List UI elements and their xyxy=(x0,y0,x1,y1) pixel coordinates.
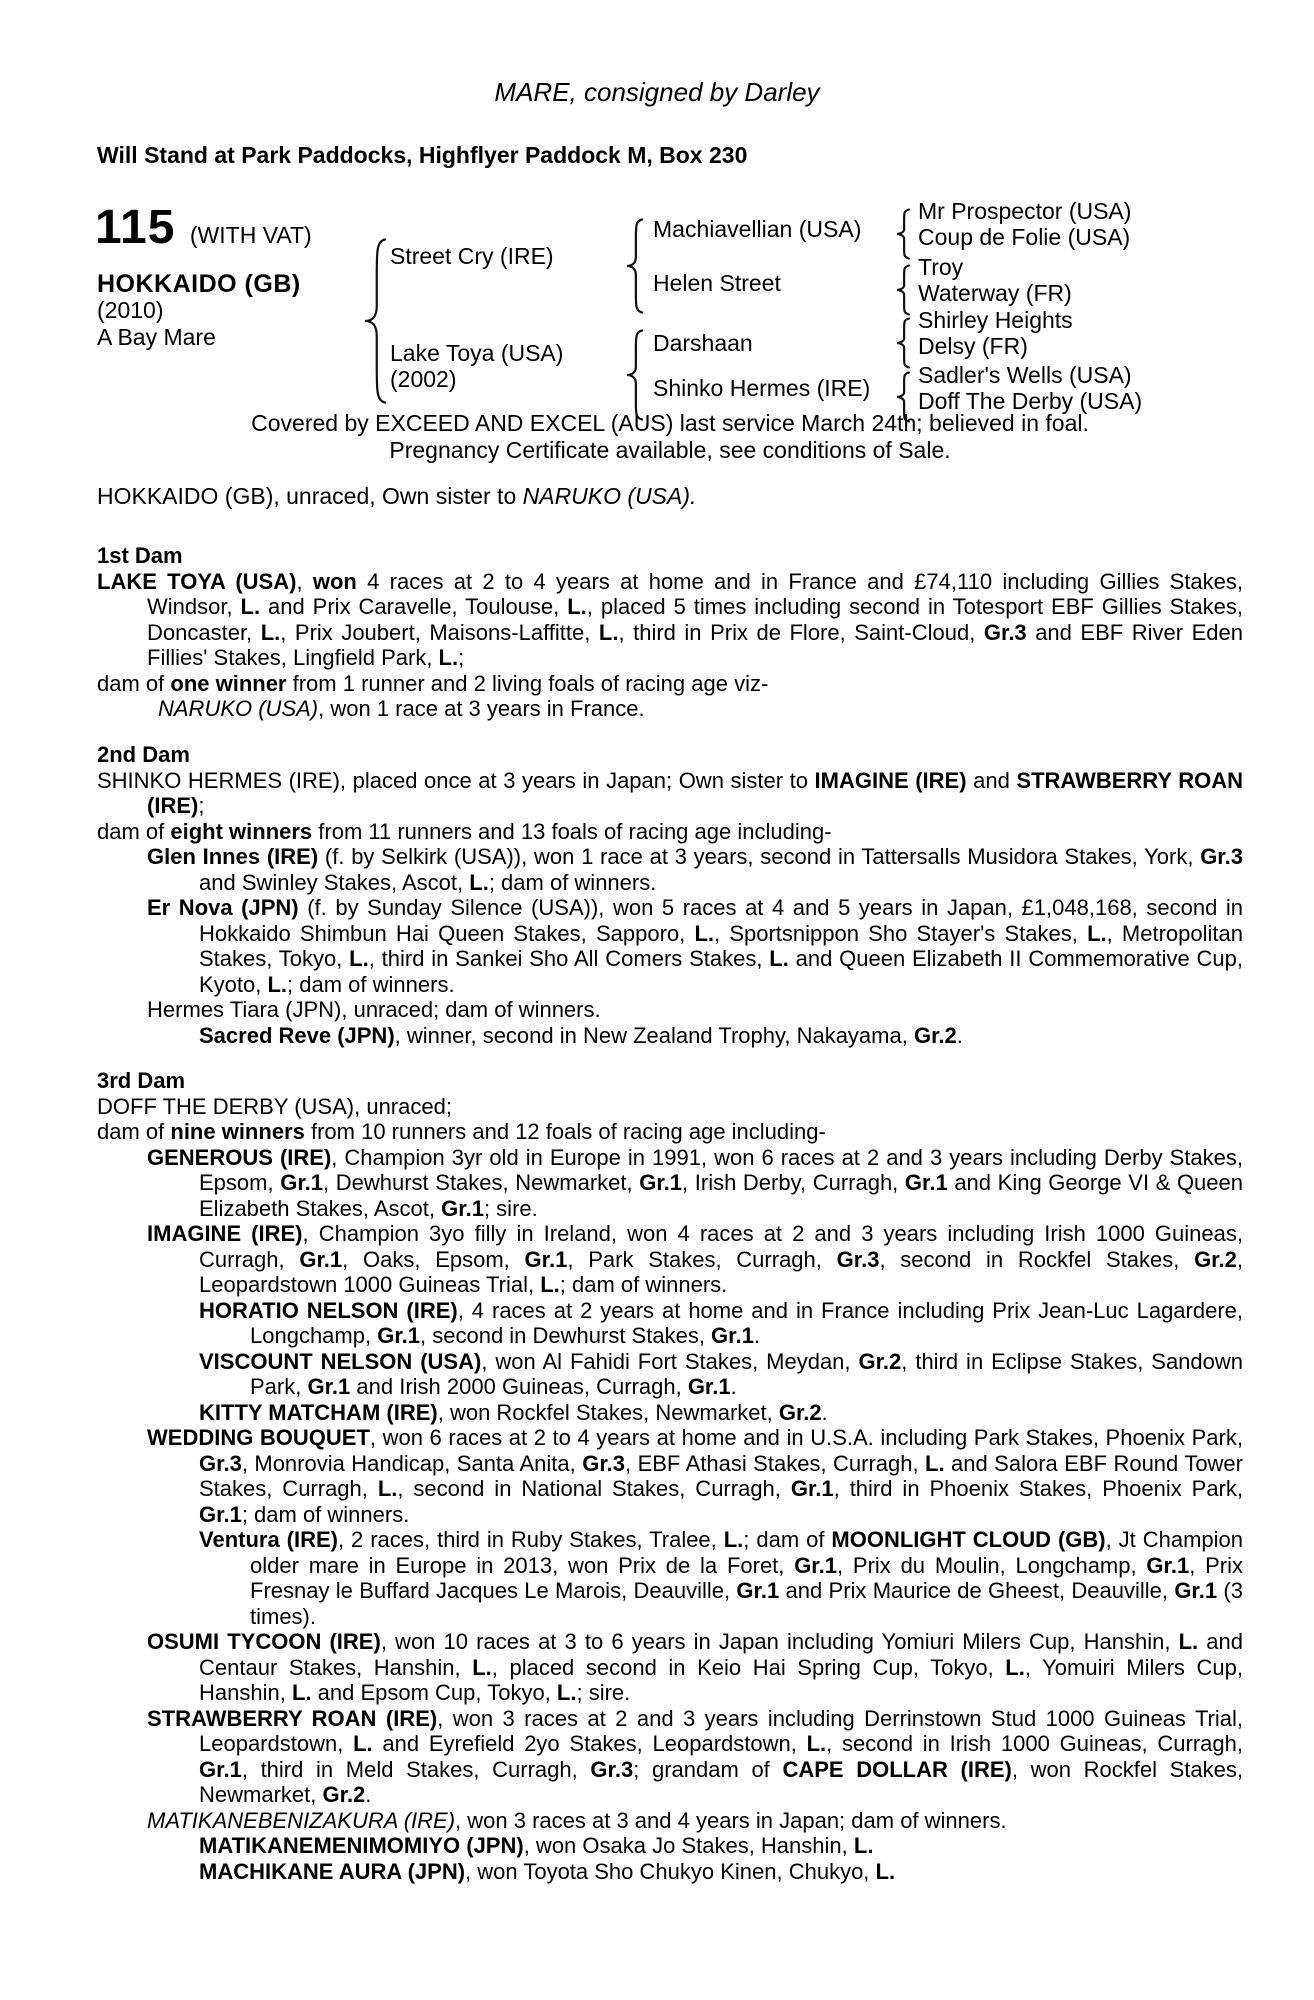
great-grandparent-name: Shirley Heights xyxy=(918,307,1073,333)
dam-name: Lake Toya (USA) xyxy=(390,340,564,366)
dam-section-heading: 3rd Dam xyxy=(97,1068,186,1093)
great-grandparent-pair xyxy=(918,199,1131,250)
lot-line xyxy=(95,201,312,263)
grandparent-name: Darshaan xyxy=(653,330,753,356)
horse-description: A Bay Mare xyxy=(97,324,216,350)
pedigree-paragraph: MATIKANEMENIMOMIYO (JPN), won Osaka Jo Stakes, Hanshin, L. xyxy=(199,1833,874,1858)
great-grandparent-name: Doff The Derby (USA) xyxy=(918,387,1143,414)
pedigree-paragraph: HORATIO NELSON (IRE), 4 races at 2 years at home and in France including Prix Jean-Luc Lagardere, Longchamp, Gr.1, second in Dewhurst Stakes, Gr.1. xyxy=(199,1297,1244,1348)
pregnancy-line: Pregnancy Certificate available, see conditions of Sale. xyxy=(389,437,951,463)
pedigree-paragraph: dam of nine winners from 10 runners and 12 foals of racing age including- xyxy=(97,1119,826,1144)
pedigree-paragraph: SHINKO HERMES (IRE), placed once at 3 years in Japan; Own sister to IMAGINE (IRE) and STRAWBERRY ROAN (IRE); xyxy=(97,767,1244,818)
grandparent-name: Helen Street xyxy=(653,270,781,296)
pedigree-brace-main xyxy=(364,238,386,409)
vat-note: (WITH VAT) xyxy=(189,222,312,248)
grandparent-name: Machiavellian (USA) xyxy=(653,216,862,242)
pedigree-paragraph: NARUKO (USA), won 1 race at 3 years in France. xyxy=(158,696,645,721)
pedigree-paragraph: GENEROUS (IRE), Champion 3yr old in Europe in 1991, won 6 races at 2 and 3 years including Derby Stakes, Epsom, Gr.1, Dewhurst Stakes, Newmarket, Gr.1, Irish Derby, Curragh, Gr.1 and King George VI & Queen Elizabeth Stakes, Ascot, Gr.1; sire. xyxy=(147,1144,1243,1221)
pedigree-paragraph: KITTY MATCHAM (IRE), won Rockfel Stakes, Newmarket, Gr.2. xyxy=(199,1399,828,1425)
own-sister-note: HOKKAIDO (GB), unraced, Own sister to NARUKO (USA). xyxy=(97,483,697,509)
pedigree-paragraph: DOFF THE DERBY (USA), unraced; xyxy=(97,1093,452,1119)
covered-line: Covered by EXCEED AND EXCEL (AUS) last service March 24th; believed in foal. xyxy=(251,410,1089,436)
dam-entry xyxy=(390,340,563,392)
pedigree-paragraph: Ventura (IRE), 2 races, third in Ruby Stakes, Tralee, L.; dam of MOONLIGHT CLOUD (GB), Jt Champion older mare in Europe in 2013, won Prix de la Foret, Gr.1, Prix du Moulin, Longchamp, Gr.1, Prix Fresnay le Buffard Jacques Le Marois, Deauville, Gr.1 and Prix Maurice de Gheest, Deauville, Gr.1 (3 times). xyxy=(199,1527,1244,1629)
pedigree-paragraph: WEDDING BOUQUET, won 6 races at 2 to 4 years at home and in U.S.A. including Park Stakes, Phoenix Park, Gr.3, Monrovia Handicap, Santa Anita, Gr.3, EBF Athasi Stakes, Curragh, L. and Salora EBF Round Tower Stakes, Curragh, L., second in National Stakes, Curragh, Gr.1, third in Phoenix Stakes, Phoenix Park, Gr.1; dam of winners. xyxy=(147,1425,1244,1527)
pedigree-paragraph: Glen Innes (IRE) (f. by Selkirk (USA)), won 1 race at 3 years, second in Tattersalls Musidora Stakes, York, Gr.3 and Swinley Stakes, Ascot, L.; dam of winners. xyxy=(147,844,1243,895)
pedigree-paragraph: VISCOUNT NELSON (USA), won Al Fahidi Fort Stakes, Meydan, Gr.2, third in Eclipse Stakes, Sandown Park, Gr.1 and Irish 2000 Guineas, Curragh, Gr.1. xyxy=(199,1348,1244,1399)
pedigree-paragraph: LAKE TOYA (USA), won 4 races at 2 to 4 years at home and in France and £74,110 including Gillies Stakes, Windsor, L. and Prix Caravelle, Toulouse, L., placed 5 times including second in Totesport EBF Gillies Stakes, Doncaster, L., Prix Joubert, Maisons-Laffitte, L., third in Prix de Flore, Saint-Cloud, Gr.3 and EBF River Eden Fillies' Stakes, Lingfield Park, L.; xyxy=(97,568,1244,670)
great-grandparent-name: Waterway (FR) xyxy=(918,279,1072,306)
pedigree-paragraph: STRAWBERRY ROAN (IRE), won 3 races at 2 and 3 years including Derrinstown Stud 1000 Guineas Trial, Leopardstown, L. and Eyrefield 2yo Stakes, Leopardstown, L., second in Irish 1000 Guineas, Curragh, Gr.1, third in Meld Stakes, Curragh, Gr.3; grandam of CAPE DOLLAR (IRE), won Rockfel Stakes, Newmarket, Gr.2. xyxy=(147,1705,1244,1807)
great-grandparent-name: Sadler's Wells (USA) xyxy=(918,362,1132,388)
pedigree-paragraph: MATIKANEBENIZAKURA (IRE), won 3 races at 3 and 4 years in Japan; dam of winners. xyxy=(147,1807,1007,1833)
first-dam-section xyxy=(97,543,1243,722)
pedigree-paragraph: Er Nova (JPN) (f. by Sunday Silence (USA)), won 5 races at 4 and 5 years in Japan, £1,048,168, second in Hokkaido Shimbun Hai Queen Stakes, Sapporo, L., Sportsnippon Sho Stayer's Stakes, L., Metropolitan Stakes, Tokyo, L., third in Sankei Sho All Comers Stakes, L. and Queen Elizabeth II Commemorative Cup, Kyoto, L.; dam of winners. xyxy=(147,895,1244,997)
foaling-year: (2010) xyxy=(97,297,164,323)
horse-name: HOKKAIDO (GB) xyxy=(97,270,301,298)
dam-section-heading: 2nd Dam xyxy=(97,742,190,767)
great-grandparent-name: Coup de Folie (USA) xyxy=(918,223,1131,250)
pedigree-paragraph: IMAGINE (IRE), Champion 3yo filly in Ireland, won 4 races at 2 and 3 years including Irish 1000 Guineas, Curragh, Gr.1, Oaks, Epsom, Gr.1, Park Stakes, Curragh, Gr.3, second in Rockfel Stakes, Gr.2, Leopardstown 1000 Guineas Trial, L.; dam of winners. xyxy=(147,1221,1243,1297)
pedigree-brace-sire xyxy=(626,218,643,319)
sire-name: Street Cry (IRE) xyxy=(390,243,554,269)
grandparent-name: Shinko Hermes (IRE) xyxy=(653,375,871,401)
great-grandparent-pair xyxy=(918,255,1072,306)
pedigree-paragraph: OSUMI TYCOON (IRE), won 10 races at 3 to 6 years in Japan including Yomiuri Milers Cup, Hanshin, L. and Centaur Stakes, Hanshin, L., placed second in Keio Hai Spring Cup, Tokyo, L., Yomuiri Milers Cup, Hanshin, L. and Epsom Cup, Tokyo, L.; sire. xyxy=(147,1629,1243,1705)
pedigree-paragraph: dam of eight winners from 11 runners and 13 foals of racing age including- xyxy=(97,818,832,844)
pedigree-brace-gp3 xyxy=(896,317,910,374)
pedigree-brace-gp1 xyxy=(896,208,910,265)
great-grandparent-pair xyxy=(918,308,1073,359)
pedigree-paragraph: Hermes Tiara (JPN), unraced; dam of winners. xyxy=(147,997,601,1022)
second-dam-section xyxy=(97,742,1243,1048)
pedigree-paragraph: dam of one winner from 1 runner and 2 living foals of racing age viz- xyxy=(97,670,769,696)
stand-location: Will Stand at Park Paddocks, Highflyer Paddock M, Box 230 xyxy=(97,142,748,168)
great-grandparent-name: Troy xyxy=(918,254,964,280)
third-dam-section xyxy=(97,1068,1243,1884)
dam-year: (2002) xyxy=(390,366,457,392)
pedigree-paragraph: MACHIKANE AURA (JPN), won Toyota Sho Chukyo Kinen, Chukyo, L. xyxy=(199,1858,896,1884)
consignment-header: MARE, consigned by Darley xyxy=(494,77,820,107)
dam-section-heading: 1st Dam xyxy=(97,543,183,568)
pedigree-brace-gp2 xyxy=(896,264,910,321)
great-grandparent-name: Mr Prospector (USA) xyxy=(918,198,1132,224)
horse-details xyxy=(97,297,216,351)
lot-number: 115 xyxy=(95,201,176,254)
great-grandparent-pair xyxy=(918,363,1142,414)
great-grandparent-name: Delsy (FR) xyxy=(918,332,1028,359)
pedigree-paragraph: Sacred Reve (JPN), winner, second in New Zealand Trophy, Nakayama, Gr.2. xyxy=(199,1022,963,1048)
